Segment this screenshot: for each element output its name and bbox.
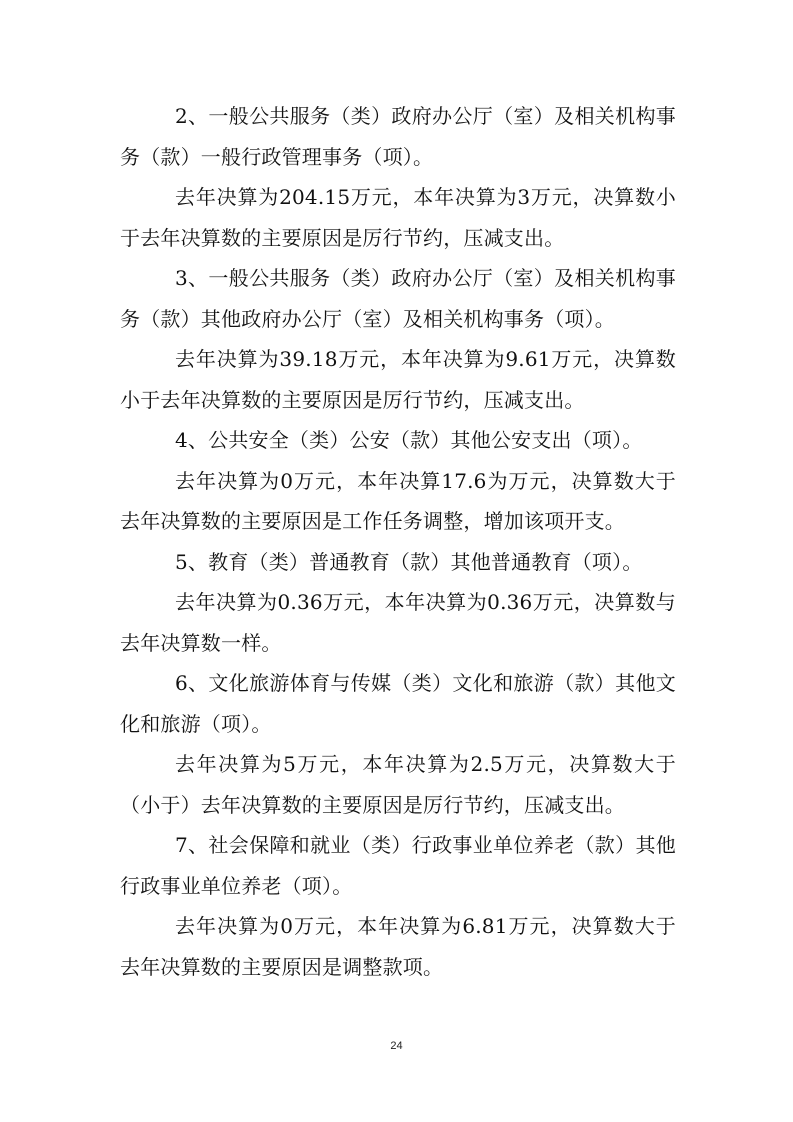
paragraph-item-2-heading: 2、一般公共服务（类）政府办公厅（室）及相关机构事务（款）一般行政管理事务（项）。: [120, 104, 676, 169]
paragraph-item-3-detail: 去年决算为39.18万元，本年决算为9.61万元，决算数小于去年决算数的主要原因是厉行节约，压减支出。: [120, 347, 676, 412]
paragraph-item-3-heading: 3、一般公共服务（类）政府办公厅（室）及相关机构事务（款）其他政府办公厅（室）及相关机构事务（项）。: [120, 266, 676, 331]
paragraph-item-4-detail: 去年决算为0万元，本年决算17.6为万元，决算数大于去年决算数的主要原因是工作任务调整，增加该项开支。: [120, 468, 676, 533]
paragraph-item-6-detail: 去年决算为5万元，本年决算为2.5万元，决算数大于（小于）去年决算数的主要原因是厉行节约，压减支出。: [120, 752, 676, 817]
paragraph-item-7-detail: 去年决算为0万元，本年决算为6.81万元，决算数大于去年决算数的主要原因是调整款项。: [120, 914, 676, 979]
paragraph-item-5-heading: 5、教育（类）普通教育（款）其他普通教育（项）。: [175, 549, 643, 574]
paragraph-item-5-detail: 去年决算为0.36万元，本年决算为0.36万元，决算数与去年决算数一样。: [120, 590, 676, 655]
paragraph-item-6-heading: 6、文化旅游体育与传媒（类）文化和旅游（款）其他文化和旅游（项）。: [120, 671, 676, 736]
paragraph-item-7-heading: 7、社会保障和就业（类）行政事业单位养老（款）其他行政事业单位养老（项）。: [120, 833, 676, 898]
paragraph-item-4-heading: 4、公共安全（类）公安（款）其他公安支出（项）。: [175, 428, 643, 452]
paragraph-item-2-detail: 去年决算为204.15万元，本年决算为3万元，决算数小于去年决算数的主要原因是厉行节约，压减支出。: [120, 185, 676, 250]
page-number: 24: [390, 1040, 403, 1052]
document-body: [120, 96, 676, 987]
